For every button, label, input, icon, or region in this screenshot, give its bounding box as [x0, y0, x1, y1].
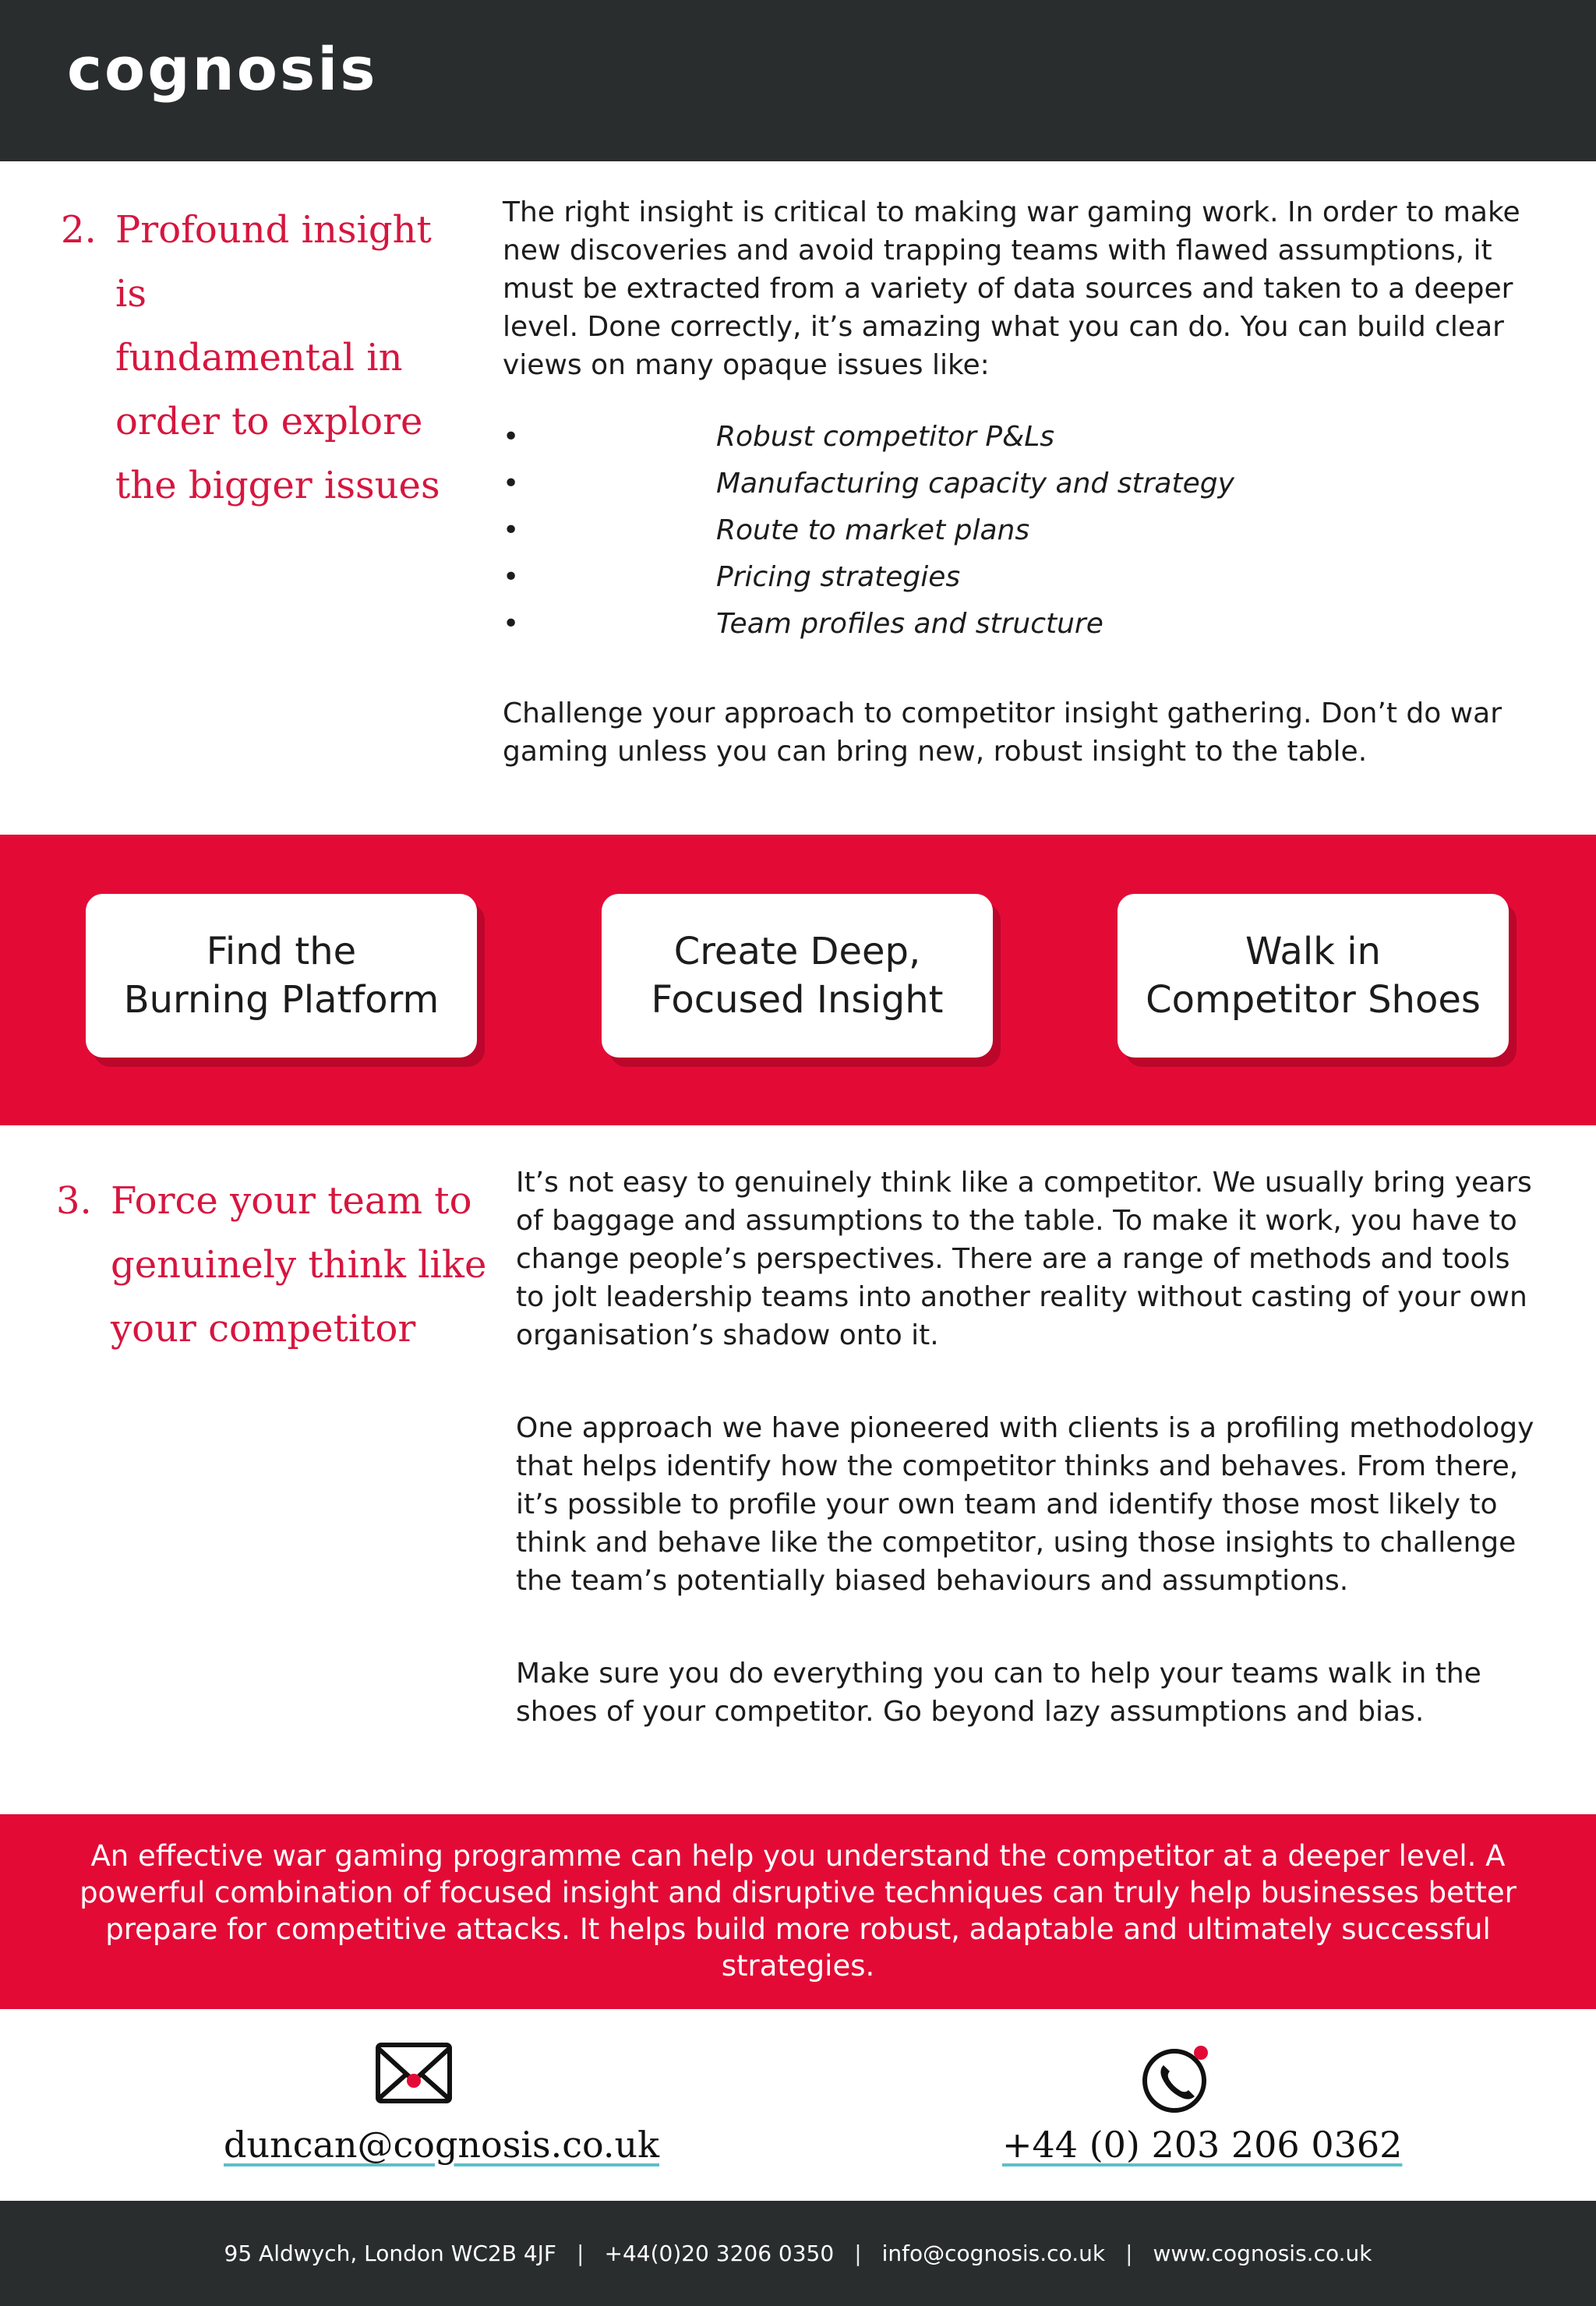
footer-phone[interactable]: +44(0)20 3206 0350 [604, 2241, 835, 2266]
section-2-heading-text [115, 198, 466, 517]
heading-line: order to explore [115, 400, 423, 443]
section-3-heading [56, 1169, 493, 1372]
pill-burning-platform: Find the Burning Platform [86, 894, 477, 1058]
list-item: • Robust competitor P&Ls [503, 414, 1539, 461]
footer-separator: | [577, 2241, 584, 2266]
bullet-glyph: • [503, 608, 520, 640]
page-header [0, 0, 1596, 161]
heading-line: genuinely think like [111, 1243, 487, 1287]
list-item: • Route to market plans [503, 507, 1539, 554]
page-footer [0, 2201, 1596, 2306]
heading-line: the bigger issues [115, 464, 440, 507]
bullet-glyph: • [503, 561, 520, 593]
email-link[interactable]: duncan@cognosis.co.uk [224, 2124, 660, 2166]
section-2-heading [61, 198, 466, 507]
footer-website[interactable]: www.cognosis.co.uk [1153, 2241, 1372, 2266]
footer-separator: | [1125, 2241, 1133, 2266]
summary-text: An effective war gaming programme can help you understand the competitor at a deeper level. A powerful combination of focused insight and disruptive techniques can truly help businesses better prepare for competitive attacks. It helps build more robust, adaptable and ultimately successful strategies. [79, 1839, 1517, 1983]
envelope-icon [375, 2042, 453, 2104]
pill-competitor-shoes: Walk in Competitor Shoes [1118, 894, 1509, 1058]
summary-band [0, 1814, 1596, 2009]
heading-line: Force your team to [111, 1179, 472, 1223]
section-3-paragraph: It’s not easy to genuinely think like a competitor. We usually bring years of baggage and assumptions to the table. To make it work, you have to change people’s perspectives. There are a range of methods and tools to jolt leadership teams into another reality without casting of your own organisation’s shadow onto it. [516, 1167, 1532, 1351]
footer-address: 95 Aldwych, London WC2B 4JF [224, 2241, 557, 2266]
phone-link[interactable]: +44 (0) 203 206 0362 [1002, 2124, 1403, 2166]
section-3-paragraph: One approach we have pioneered with clients is a profiling methodology that helps identify how the competitor thinks and behaves. From there, it’s possible to profile your own team and identify those most likely to think and behave like the competitor, using those insights to challenge the team’s potentially biased behaviours and assumptions. [516, 1412, 1534, 1597]
list-item: • Team profiles and structure [503, 601, 1539, 648]
section-3-heading-text [111, 1169, 486, 1361]
section-2-closing: Challenge your approach to competitor insight gathering. Don’t do war gaming unless you can bring new, robust insight to the table. [503, 697, 1502, 768]
section-3-body [516, 1164, 1545, 1731]
footer-separator: | [854, 2241, 862, 2266]
section-2-number: 2. [61, 208, 97, 252]
insight-bullet-list [503, 414, 1539, 648]
section-3-number: 3. [56, 1179, 92, 1223]
section-2-intro: The right insight is critical to making war gaming work. In order to make new discoveries and avoid trapping teams with flawed assumptions, it must be extracted from a variety of data sources and taken to a deeper level. Done correctly, it’s amazing what you can do. You can build clear views on many opaque issues like: [503, 196, 1520, 381]
list-item: • Manufacturing capacity and strategy [503, 461, 1539, 507]
footer-email[interactable]: info@cognosis.co.uk [881, 2241, 1106, 2266]
heading-line: fundamental in [115, 336, 403, 380]
section-2-body [503, 193, 1539, 771]
heading-line: Profound insight is [115, 208, 432, 316]
pill-deep-insight: Create Deep, Focused Insight [602, 894, 993, 1058]
bullet-glyph: • [503, 468, 520, 500]
heading-line: your competitor [111, 1307, 416, 1351]
section-3-paragraph: Make sure you do everything you can to help your teams walk in the shoes of your competitor. Go beyond lazy assumptions and bias. [516, 1658, 1481, 1728]
bullet-glyph: • [503, 514, 520, 546]
list-item: • Pricing strategies [503, 554, 1539, 601]
bullet-glyph: • [503, 421, 520, 453]
brand-logo[interactable]: cognosis [67, 34, 378, 104]
phone-icon [1140, 2042, 1213, 2115]
